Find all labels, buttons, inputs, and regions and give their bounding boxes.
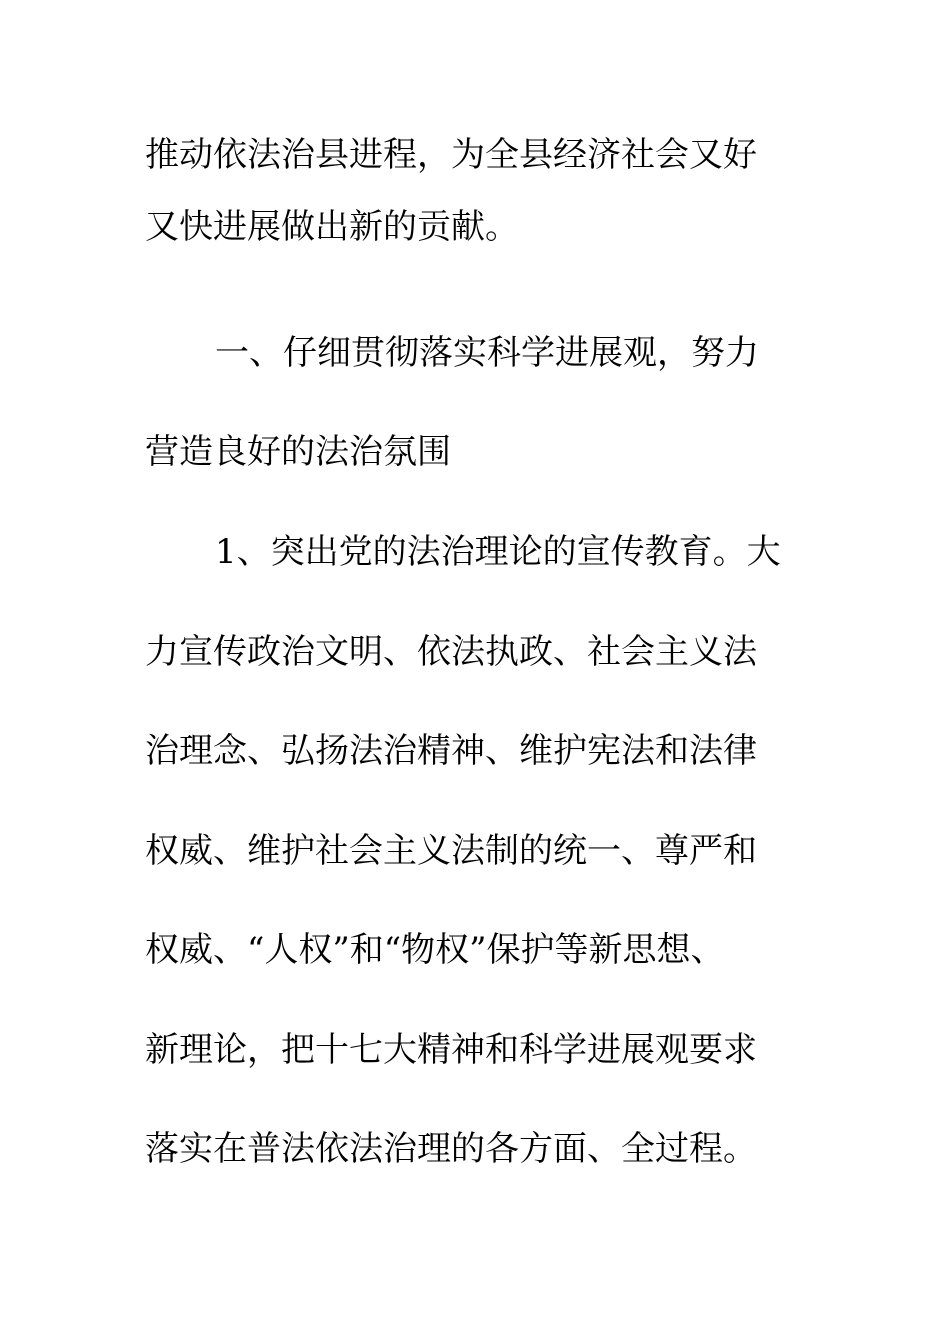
section-heading-line: 一、仔细贯彻落实科学进展观，努力 bbox=[215, 333, 759, 373]
body-text-line: 新理论，把十七大精神和科学进展观要求 bbox=[145, 1030, 757, 1070]
body-text-line: 权威、“人权”和“物权”保护等新思想、 bbox=[145, 930, 725, 970]
body-text-line: 又快进展做出新的贡献。 bbox=[145, 207, 519, 247]
body-text-line: 推动依法治县进程，为全县经济社会又好 bbox=[145, 135, 757, 175]
body-text-line: 力宣传政治文明、依法执政、社会主义法 bbox=[145, 632, 757, 672]
body-text-line: 权威、维护社会主义法制的统一、尊严和 bbox=[145, 831, 757, 871]
section-heading-line: 营造良好的法治氛围 bbox=[145, 432, 451, 472]
body-text-line: 治理念、弘扬法治精神、维护宪法和法律 bbox=[145, 731, 757, 771]
body-text-line: 1、突出党的法治理论的宣传教育。大 bbox=[215, 532, 781, 572]
body-text-line: 落实在普法依法治理的各方面、全过程。 bbox=[145, 1129, 757, 1169]
